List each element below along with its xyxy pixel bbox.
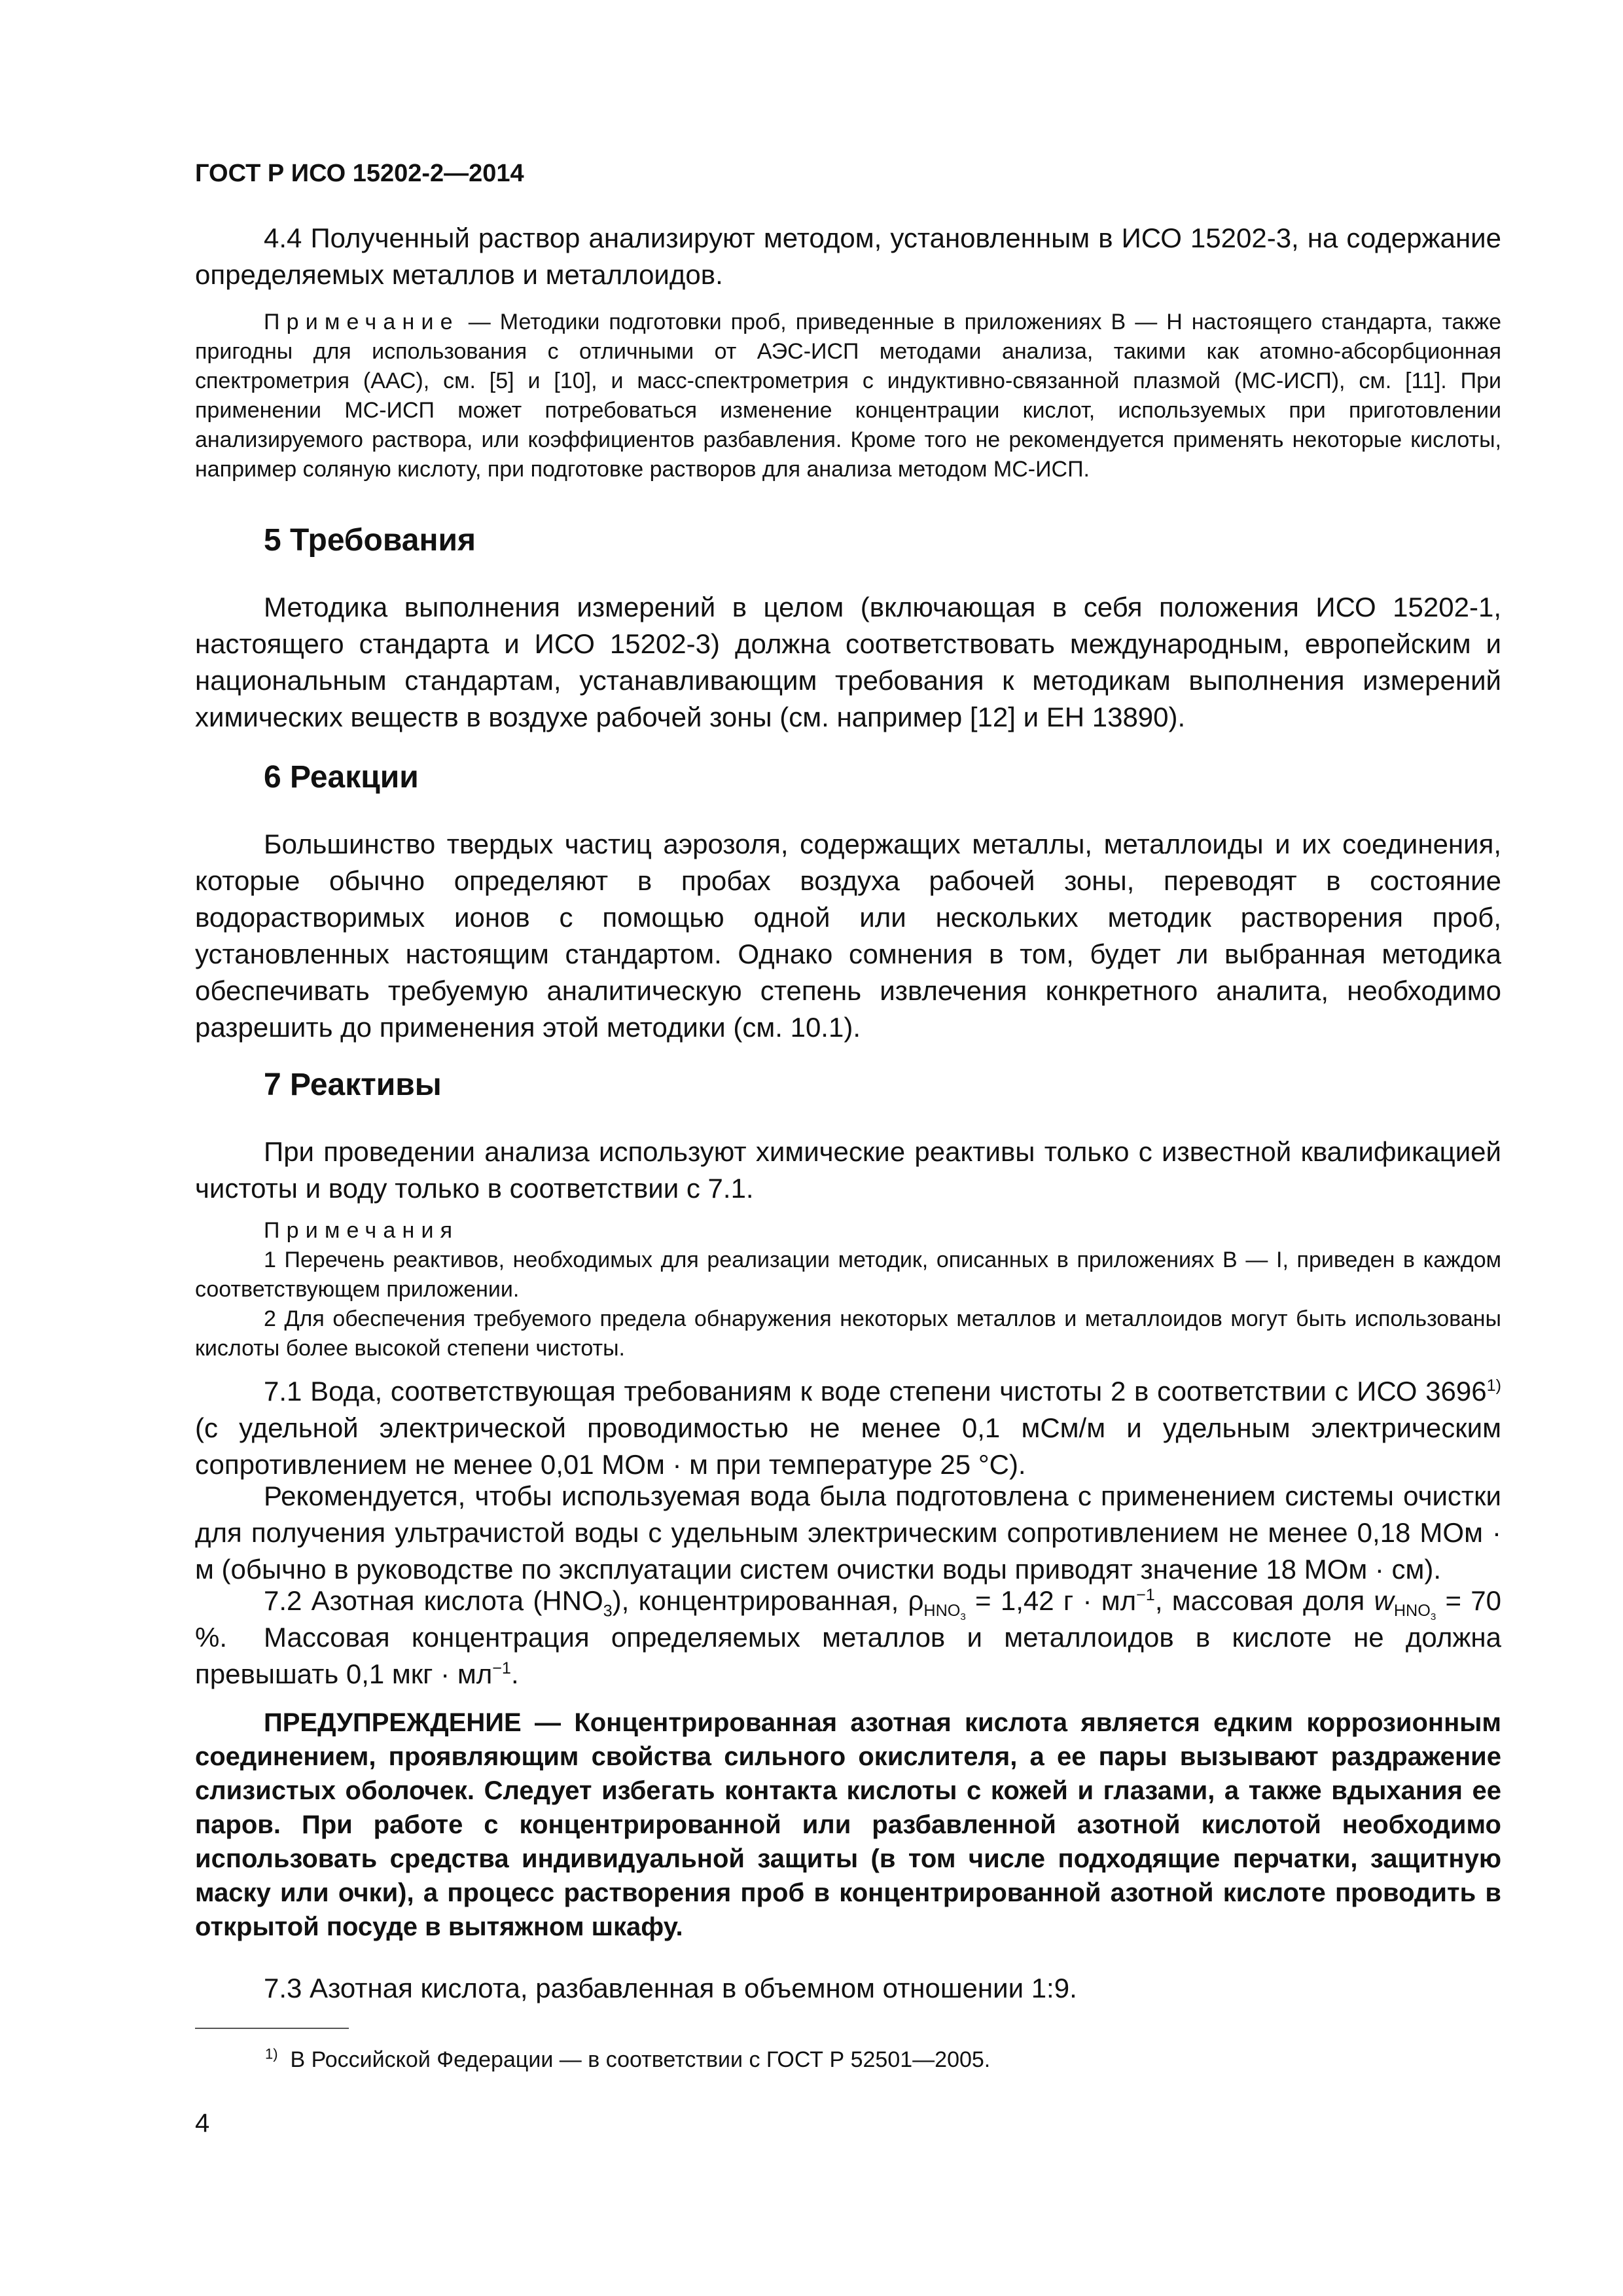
p72-text-d: , массовая доля [1154,1585,1374,1616]
paragraph-section-5: Методика выполнения измерений в целом (включающая в себя положения ИСО 15202-1, настоящего стандарта и ИСО 15202-3) должна соответствовать международным, европейским и национальным стандартам, устанавливающим требования к методикам выполнения измерений химических веществ в воздухе рабочей зоны (см. например [12] и ЕН 13890). [195,592,1501,732]
p72-text-e: = 70 %. [195,1585,1501,1653]
paragraph-section-7: При проведении анализа используют химические реактивы только с известной квалификацией чистоты и воду только в соответствии с 7.1. [195,1136,1501,1204]
notes-label [195,1216,1501,1246]
section-heading-5: 5 Требования [264,523,476,558]
p72-mass-text-b: . [510,1659,519,1689]
note-1: 1 Перечень реактивов, необходимых для реализации методик, описанных в приложениях В — I, приведен в каждом соответствующем приложении. [195,1247,1501,1302]
paragraph-7-1 [195,1373,1501,1483]
paragraph-7-2-mass-concentration [195,1619,1501,1693]
p72-sub-2-text: HNO [923,1602,961,1621]
footnote-ref: 1) [1486,1376,1501,1395]
p72-sub-2 [923,1602,966,1623]
note-2: 2 Для обеспечения требуемого предела обнаружения некоторых металлов и металлоидов могут быть использованы кислоты более высокой степени чистоты. [195,1306,1501,1361]
p72-w-symbol: w [1374,1585,1394,1616]
p72-sub-3 [1393,1602,1436,1623]
p72-mass-sup: −1 [492,1659,511,1677]
page-number: 4 [195,2109,210,2138]
document-code: ГОСТ Р ИСО 15202-2—2014 [195,160,524,187]
p72-text-b: ), концентрированная, ρ [612,1585,924,1616]
p72-sub-3-index: 3 [1430,1611,1436,1623]
paragraph-4-4: 4.4 Полученный раствор анализируют методом, установленным в ИСО 15202-3, на содержание определяемых металлов и металлоидов. [195,223,1501,290]
footnote-text: В Российской Федерации — в соответствии с ГОСТ Р 52501—2005. [290,2047,991,2072]
note-label: Примечание [264,310,459,334]
footnote-separator [195,2028,349,2029]
warning-paragraph: ПРЕДУПРЕЖДЕНИЕ — Концентрированная азотная кислота является едким коррозионным соединением, проявляющим свойства сильного окислителя, а ее пары вызывают раздражение слизистых оболочек. Следует избегать контакта кислоты с кожей и глазами, а также вдыхания ее паров. При работе с концентрированной или разбавленной азотной кислотой необходимо использовать средства индивидуальной защиты (в том числе подходящие перчатки, защитную маску или очки), а процесс растворения проб в концентрированной азотной кислоте проводить в открытой посуде в вытяжном шкафу. [195,1708,1501,1941]
paragraph-7-3: 7.3 Азотная кислота, разбавленная в объемном отношении 1:9. [264,1973,1077,2003]
p72-text-a: 7.2 Азотная кислота (HNO [264,1585,603,1616]
footnote-mark: 1) [265,2045,278,2062]
p72-sub-2-index: 3 [960,1611,966,1623]
note-4-4 [195,308,1501,484]
footnote [265,2047,990,2073]
p72-text-c: = 1,42 г · мл [965,1585,1137,1616]
p72-sub-1: 3 [603,1602,613,1621]
notes-label-text: Примечания [264,1218,459,1243]
section-heading-7: 7 Реактивы [264,1067,442,1102]
p72-sup-1: −1 [1136,1586,1155,1604]
paragraph-7-1-recommendation: Рекомендуется, чтобы используемая вода была подготовлена с применением системы очистки для получения ультрачистой воды с удельным электрическим сопротивлением не менее 0,18 МОм · м (обычно в руководстве по эксплуатации систем очистки воды приводят значение 18 МОм · см). [195,1480,1501,1585]
p71-text-a: 7.1 Вода, соответствующая требованиям к воде степени чистоты 2 в соответствии с ИСО 3696 [264,1376,1487,1407]
paragraph-section-6: Большинство твердых частиц аэрозоля, содержащих металлы, металлоиды и их соединения, которые обычно определяют в пробах воздуха рабочей зоны, переводят в состояние водорастворимых ионов с помощью одной или нескольких методик растворения проб, установленных настоящим стандартом. Однако сомнения в том, будет ли выбранная методика обеспечивать требуемую аналитическую степень извлечения конкретного аналита, необходимо разрешить до применения этой методики (см. 10.1). [195,829,1501,1043]
note-text: — Методики подготовки проб, приведенные в приложениях В — Н настоящего стандарта, также пригодны для использования с отличными от АЭС-ИСП методами анализа, такими как атомно-абсорбционная спектрометрия (ААС), см. [5] и [10], и масс-спектрометрия с индуктивно-связанной плазмой (МС-ИСП), см. [11]. При применении МС-ИСП может потребоваться изменение концентрации кислот, используемых при приготовлении анализируемого раствора, или коэффициентов разбавления. Кроме того не рекомендуется применять некоторые кислоты, например соляную кислоту, при подготовке растворов для анализа методом МС-ИСП. [195,310,1501,482]
p72-mass-text-a: Массовая концентрация определяемых металлов и металлоидов в кислоте не должна превышать 0,1 мкг · мл [195,1622,1501,1689]
section-heading-6: 6 Реакции [264,760,419,795]
p71-text-b: (с удельной электрической проводимостью не менее 0,1 мСм/м и удельным электрическим сопротивлением не менее 0,01 МОм · м при температуре 25 °С). [195,1412,1501,1480]
p72-sub-3-text: HNO [1393,1602,1431,1621]
